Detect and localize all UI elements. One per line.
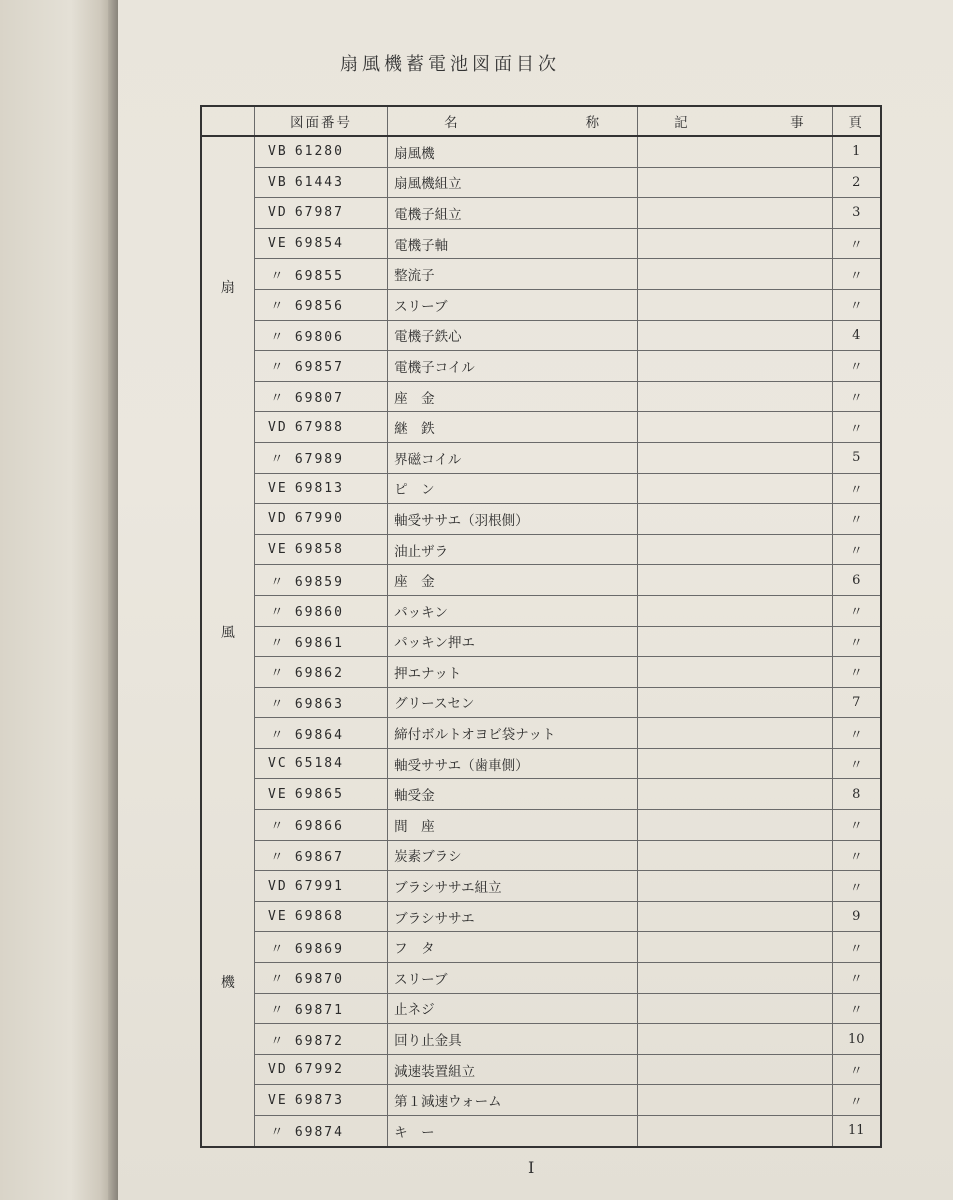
part-name-cell: パッキン押エ — [388, 626, 638, 657]
drawing-prefix: 〃 — [270, 666, 286, 682]
part-name-cell: キ ー — [388, 1116, 638, 1147]
part-name-cell: ブラシササエ — [388, 901, 638, 932]
part-name-cell: 第１減速ウォーム — [388, 1085, 638, 1116]
note-cell — [638, 1085, 832, 1116]
table-row — [201, 657, 881, 688]
part-name-cell: 扇風機組立 — [388, 167, 638, 198]
table-row — [201, 1085, 881, 1116]
drawing-number: 67992 — [294, 1062, 344, 1078]
category-char: 扇 — [220, 280, 235, 296]
drawing-prefix: 〃 — [270, 972, 286, 988]
note-cell — [638, 657, 832, 688]
drawing-prefix: VE — [268, 909, 288, 925]
drawing-number: 61443 — [294, 174, 344, 190]
note-cell — [638, 259, 832, 290]
drawing-number-cell — [254, 687, 387, 718]
drawing-number-cell — [254, 381, 387, 412]
drawing-index-table — [200, 105, 882, 1148]
part-name-cell: フ タ — [388, 932, 638, 963]
page-ref-cell: 8 — [832, 779, 881, 810]
part-name-cell: 座 金 — [388, 381, 638, 412]
page-ref-cell: 〃 — [832, 626, 881, 657]
drawing-prefix: 〃 — [270, 268, 286, 284]
note-cell — [638, 1116, 832, 1147]
part-name-cell: ブラシササエ組立 — [388, 871, 638, 902]
part-name-cell: 押エナット — [388, 657, 638, 688]
note-cell — [638, 718, 832, 749]
header-note-1: 記 — [674, 115, 690, 131]
drawing-number: 67990 — [294, 511, 344, 527]
drawing-number-cell — [254, 259, 387, 290]
table-row — [201, 136, 881, 167]
drawing-number-cell — [254, 320, 387, 351]
header-note — [638, 106, 832, 136]
page-ref-cell: 6 — [832, 565, 881, 596]
page-ref-cell: 〃 — [832, 595, 881, 626]
part-name-cell: 軸受金 — [388, 779, 638, 810]
note-cell — [638, 534, 832, 565]
page-ref-cell: 〃 — [832, 963, 881, 994]
drawing-prefix: 〃 — [270, 391, 286, 407]
drawing-number-cell — [254, 534, 387, 565]
page-ref-cell: 〃 — [832, 840, 881, 871]
page-ref-cell: 〃 — [832, 412, 881, 443]
drawing-number-cell — [254, 748, 387, 779]
page-ref-cell: 5 — [832, 442, 881, 473]
page-ref-cell: 〃 — [832, 871, 881, 902]
part-name-cell: 座 金 — [388, 565, 638, 596]
drawing-prefix: 〃 — [270, 727, 286, 743]
note-cell — [638, 565, 832, 596]
note-cell — [638, 167, 832, 198]
note-cell — [638, 687, 832, 718]
page-ref-cell: 〃 — [832, 993, 881, 1024]
category-char: 風 — [220, 625, 235, 641]
drawing-prefix: VE — [268, 480, 288, 496]
drawing-prefix: 〃 — [270, 299, 286, 315]
drawing-number-cell — [254, 442, 387, 473]
note-cell — [638, 963, 832, 994]
page-ref-cell: 11 — [832, 1116, 881, 1147]
drawing-prefix: VB — [268, 174, 288, 190]
drawing-number-cell — [254, 901, 387, 932]
page-title: 扇風機蓄電池図面目次 — [340, 54, 560, 75]
drawing-number-cell — [254, 657, 387, 688]
drawing-number: 69866 — [294, 819, 344, 835]
note-cell — [638, 810, 832, 841]
note-cell — [638, 932, 832, 963]
drawing-number: 69867 — [294, 849, 344, 865]
header-name-2: 称 — [585, 115, 602, 131]
drawing-number-cell — [254, 1024, 387, 1055]
drawing-number-cell — [254, 198, 387, 229]
table-row — [201, 1116, 881, 1147]
drawing-number: 69868 — [294, 909, 344, 925]
drawing-number-cell — [254, 289, 387, 320]
page-ref-cell: 〃 — [832, 351, 881, 382]
page-ref-cell: 〃 — [832, 504, 881, 535]
note-cell — [638, 1024, 832, 1055]
part-name-cell: パッキン — [388, 595, 638, 626]
part-name-cell: 整流子 — [388, 259, 638, 290]
drawing-number: 69863 — [294, 696, 344, 712]
drawing-number-cell — [254, 473, 387, 504]
drawing-number-cell — [254, 718, 387, 749]
part-name-cell: 回り止金具 — [388, 1024, 638, 1055]
drawing-number-cell — [254, 871, 387, 902]
page-ref-cell: 3 — [832, 198, 881, 229]
table-row — [201, 381, 881, 412]
page-ref-cell: 7 — [832, 687, 881, 718]
drawing-number: 69873 — [294, 1092, 344, 1108]
table-row — [201, 595, 881, 626]
drawing-prefix: VE — [268, 786, 288, 802]
drawing-prefix: 〃 — [270, 635, 286, 651]
drawing-prefix: VE — [268, 236, 288, 252]
drawing-number-cell — [254, 810, 387, 841]
category-cell — [201, 136, 254, 1147]
table-row — [201, 320, 881, 351]
drawing-prefix: VC — [268, 756, 288, 772]
page-ref-cell: 〃 — [832, 381, 881, 412]
page-ref-cell: 〃 — [832, 1054, 881, 1085]
drawing-prefix: 〃 — [270, 1125, 286, 1141]
page-ref-cell: 〃 — [832, 259, 881, 290]
drawing-number-cell — [254, 565, 387, 596]
drawing-number: 67989 — [294, 452, 344, 468]
table-row — [201, 289, 881, 320]
page-ref-cell: 1 — [832, 136, 881, 167]
note-cell — [638, 779, 832, 810]
header-category — [201, 106, 254, 136]
drawing-prefix: 〃 — [270, 1033, 286, 1049]
drawing-number: 69860 — [294, 605, 344, 621]
page-ref-cell: 〃 — [832, 289, 881, 320]
note-cell — [638, 840, 832, 871]
part-name-cell: 間 座 — [388, 810, 638, 841]
table-row — [201, 565, 881, 596]
page-ref-cell: 〃 — [832, 657, 881, 688]
drawing-number-cell — [254, 993, 387, 1024]
drawing-number-cell — [254, 963, 387, 994]
table-row — [201, 504, 881, 535]
note-cell — [638, 626, 832, 657]
drawing-number: 67987 — [294, 205, 344, 221]
table-row — [201, 412, 881, 443]
drawing-number: 69856 — [294, 299, 344, 315]
table-row — [201, 993, 881, 1024]
table-row — [201, 1054, 881, 1085]
drawing-number: 69864 — [294, 727, 344, 743]
page-ref-cell: 10 — [832, 1024, 881, 1055]
drawing-number: 69857 — [294, 360, 344, 376]
drawing-number: 69872 — [294, 1033, 344, 1049]
drawing-prefix: VD — [268, 205, 288, 221]
note-cell — [638, 320, 832, 351]
table-row — [201, 534, 881, 565]
header-note-2: 事 — [790, 115, 806, 131]
drawing-number: 69869 — [294, 941, 344, 957]
drawing-prefix: VE — [268, 542, 288, 558]
part-name-cell: 締付ボルトオヨビ袋ナット — [388, 718, 638, 749]
drawing-prefix: VD — [268, 511, 288, 527]
table-row — [201, 442, 881, 473]
table-body — [201, 136, 881, 1147]
part-name-cell: グリースセン — [388, 687, 638, 718]
drawing-number: 69807 — [294, 391, 344, 407]
note-cell — [638, 351, 832, 382]
note-cell — [638, 1054, 832, 1085]
table-row — [201, 810, 881, 841]
note-cell — [638, 473, 832, 504]
header-name-1: 名 — [444, 115, 460, 131]
page-ref-cell: 〃 — [832, 473, 881, 504]
table-row — [201, 840, 881, 871]
table-row — [201, 779, 881, 810]
header-name — [388, 106, 638, 136]
page-ref-cell: 〃 — [832, 228, 881, 259]
page-ref-cell: 〃 — [832, 932, 881, 963]
note-cell — [638, 198, 832, 229]
part-name-cell: スリーブ — [388, 289, 638, 320]
table-row — [201, 167, 881, 198]
drawing-number: 69871 — [294, 1002, 344, 1018]
drawing-prefix: 〃 — [270, 1002, 286, 1018]
part-name-cell: 炭素ブラシ — [388, 840, 638, 871]
page-ref-cell: 2 — [832, 167, 881, 198]
page-ref-cell: 〃 — [832, 810, 881, 841]
drawing-number: 69865 — [294, 786, 344, 802]
drawing-number: 69861 — [294, 635, 344, 651]
drawing-prefix: VE — [268, 1092, 288, 1108]
note-cell — [638, 136, 832, 167]
table-row — [201, 871, 881, 902]
page-ref-cell: 9 — [832, 901, 881, 932]
drawing-prefix: 〃 — [270, 941, 286, 957]
drawing-prefix: 〃 — [270, 329, 286, 345]
page-ref-cell: 〃 — [832, 718, 881, 749]
drawing-number: 69859 — [294, 574, 344, 590]
part-name-cell: 軸受ササエ（羽根側） — [388, 504, 638, 535]
drawing-number-cell — [254, 1054, 387, 1085]
header-page: 頁 — [832, 106, 881, 136]
drawing-number: 67991 — [294, 878, 344, 894]
table-row — [201, 687, 881, 718]
table-row — [201, 259, 881, 290]
drawing-number-cell — [254, 228, 387, 259]
table-row — [201, 932, 881, 963]
table-row — [201, 351, 881, 382]
category-char: 機 — [220, 975, 235, 991]
drawing-prefix: VD — [268, 1062, 288, 1078]
note-cell — [638, 504, 832, 535]
note-cell — [638, 412, 832, 443]
drawing-number-cell — [254, 1116, 387, 1147]
note-cell — [638, 442, 832, 473]
drawing-number: 69862 — [294, 666, 344, 682]
drawing-prefix: 〃 — [270, 849, 286, 865]
drawing-number: 69813 — [294, 480, 344, 496]
drawing-prefix: 〃 — [270, 696, 286, 712]
note-cell — [638, 595, 832, 626]
drawing-number-cell — [254, 626, 387, 657]
part-name-cell: 止ネジ — [388, 993, 638, 1024]
part-name-cell: 電機子組立 — [388, 198, 638, 229]
drawing-number-cell — [254, 136, 387, 167]
part-name-cell: 軸受ササエ（歯車側） — [388, 748, 638, 779]
drawing-number-cell — [254, 595, 387, 626]
drawing-number-cell — [254, 351, 387, 382]
table-row — [201, 901, 881, 932]
drawing-prefix: VD — [268, 419, 288, 435]
table-row — [201, 473, 881, 504]
drawing-prefix: 〃 — [270, 452, 286, 468]
drawing-number-cell — [254, 932, 387, 963]
table-row — [201, 228, 881, 259]
part-name-cell: 減速装置組立 — [388, 1054, 638, 1085]
page-ref-cell: 〃 — [832, 1085, 881, 1116]
part-name-cell: 電機子鉄心 — [388, 320, 638, 351]
table-row — [201, 198, 881, 229]
drawing-number: 69858 — [294, 542, 344, 558]
table-row — [201, 718, 881, 749]
table-row — [201, 626, 881, 657]
part-name-cell: スリーブ — [388, 963, 638, 994]
drawing-number: 61280 — [294, 144, 344, 160]
note-cell — [638, 228, 832, 259]
drawing-prefix: 〃 — [270, 360, 286, 376]
drawing-prefix: VB — [268, 144, 288, 160]
drawing-number: 69870 — [294, 972, 344, 988]
drawing-prefix: 〃 — [270, 605, 286, 621]
page-number: I — [528, 1158, 535, 1177]
part-name-cell: 電機子コイル — [388, 351, 638, 382]
drawing-number: 69854 — [294, 236, 344, 252]
drawing-number-cell — [254, 779, 387, 810]
drawing-number-cell — [254, 167, 387, 198]
drawing-prefix: 〃 — [270, 574, 286, 590]
part-name-cell: 継 鉄 — [388, 412, 638, 443]
table-header-row — [201, 106, 881, 136]
drawing-number-cell — [254, 504, 387, 535]
table-row — [201, 748, 881, 779]
drawing-prefix: 〃 — [270, 819, 286, 835]
page-ref-cell: 4 — [832, 320, 881, 351]
note-cell — [638, 901, 832, 932]
part-name-cell: ピ ン — [388, 473, 638, 504]
drawing-prefix: VD — [268, 878, 288, 894]
part-name-cell: 界磁コイル — [388, 442, 638, 473]
table-row — [201, 963, 881, 994]
note-cell — [638, 993, 832, 1024]
part-name-cell: 油止ザラ — [388, 534, 638, 565]
drawing-number: 65184 — [294, 756, 344, 772]
note-cell — [638, 871, 832, 902]
header-drawing-no: 図面番号 — [254, 106, 387, 136]
drawing-number: 67988 — [294, 419, 344, 435]
drawing-number-cell — [254, 840, 387, 871]
table-row — [201, 1024, 881, 1055]
drawing-number: 69806 — [294, 329, 344, 345]
drawing-number-cell — [254, 1085, 387, 1116]
note-cell — [638, 381, 832, 412]
drawing-number-cell — [254, 412, 387, 443]
note-cell — [638, 289, 832, 320]
part-name-cell: 電機子軸 — [388, 228, 638, 259]
page-ref-cell: 〃 — [832, 534, 881, 565]
page-ref-cell: 〃 — [832, 748, 881, 779]
part-name-cell: 扇風機 — [388, 136, 638, 167]
book-spine — [0, 0, 118, 1200]
drawing-number: 69874 — [294, 1125, 344, 1141]
drawing-number: 69855 — [294, 268, 344, 284]
note-cell — [638, 748, 832, 779]
